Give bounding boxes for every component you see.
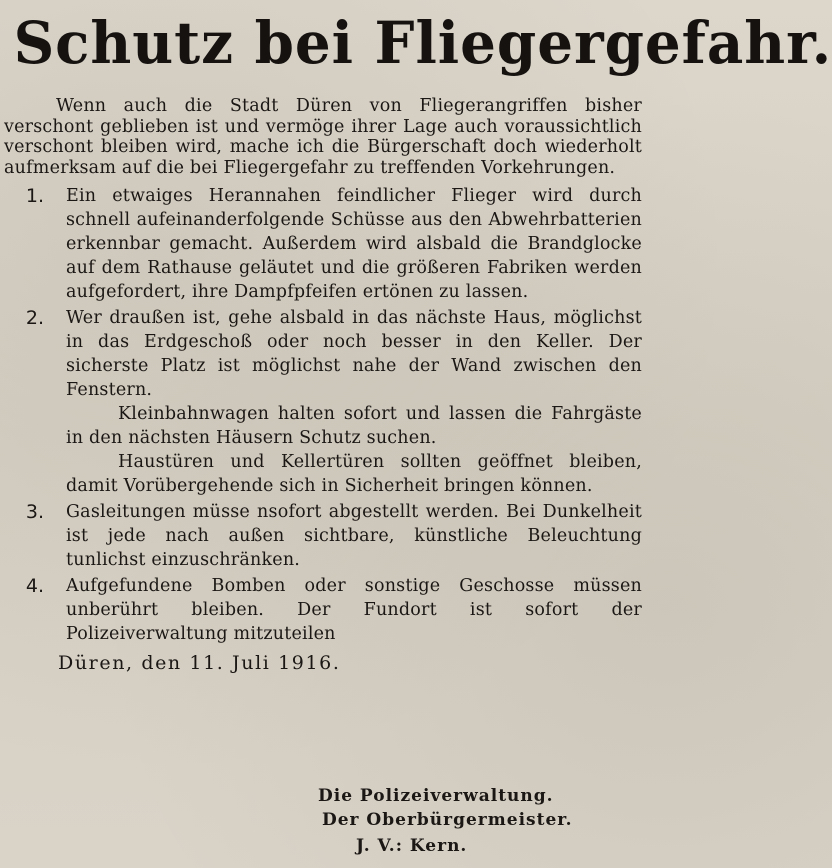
signature-name: J. V.: Kern.	[356, 836, 468, 856]
notice-title: Schutz bei Fliegergefahr.	[13, 9, 832, 77]
item-text: Aufgefundene Bomben oder sonstige Geschosse müssen unberührt bleiben. Der Fundort ist sofort der Polizeiverwaltung mitzuteilen	[66, 576, 642, 644]
item-number: 2.	[25, 307, 45, 329]
item-number: 3.	[25, 501, 45, 523]
item-text: Ein etwaiges Herannahen feindlicher Flieger wird durch schnell aufeinanderfolgende Schüsse aus den Abwehrbatterien erkennbar gemacht. Außerdem wird alsbald die Brandglocke auf dem Rathause geläutet und die größeren Fabriken werden aufgefordert, ihre Dampfpfeifen ertönen zu lassen.	[66, 186, 642, 302]
list-item	[4, 574, 642, 646]
item-text: Wer draußen ist, gehe alsbald in das nächste Haus, möglichst in das Erdgeschoß oder noch besser in den Keller. Der sicherste Platz ist möglichst nahe der Wand zwischen den Fenstern.	[66, 308, 642, 400]
signature-authority: Die Polizeiverwaltung.	[318, 786, 554, 806]
intro-paragraph: Wenn auch die Stadt Düren von Fliegerangriffen bisher verschont geblieben ist und vermöge ihrer Lage auch voraussichtlich verschont bleiben wird, mache ich die Bürgerschaft doch wiederholt aufmerksam auf die bei Fliegergefahr zu treffenden Vorkehrungen.	[4, 96, 642, 178]
signature-title: Der Oberbürgermeister.	[322, 810, 573, 830]
date-line: Düren, den 11. Juli 1916.	[58, 652, 341, 674]
sub-paragraph-doors: Haustüren und Kellertüren sollten geöffnet bleiben, damit Vorübergehende sich in Sicherheit bringen können.	[66, 452, 642, 496]
item-number: 4.	[25, 575, 45, 597]
list-item	[4, 500, 642, 572]
item-text: Gasleitungen müsse nsofort abgestellt werden. Bei Dunkelheit ist jede nach außen sichtbare, künstliche Beleuchtung tunlichst einzuschränken.	[66, 502, 642, 570]
list-item	[4, 184, 642, 304]
item-number: 1.	[25, 185, 45, 207]
sub-paragraph-tram: Kleinbahnwagen halten sofort und lassen die Fahrgäste in den nächsten Häusern Schutz suchen.	[66, 404, 642, 448]
list-item	[4, 306, 642, 402]
